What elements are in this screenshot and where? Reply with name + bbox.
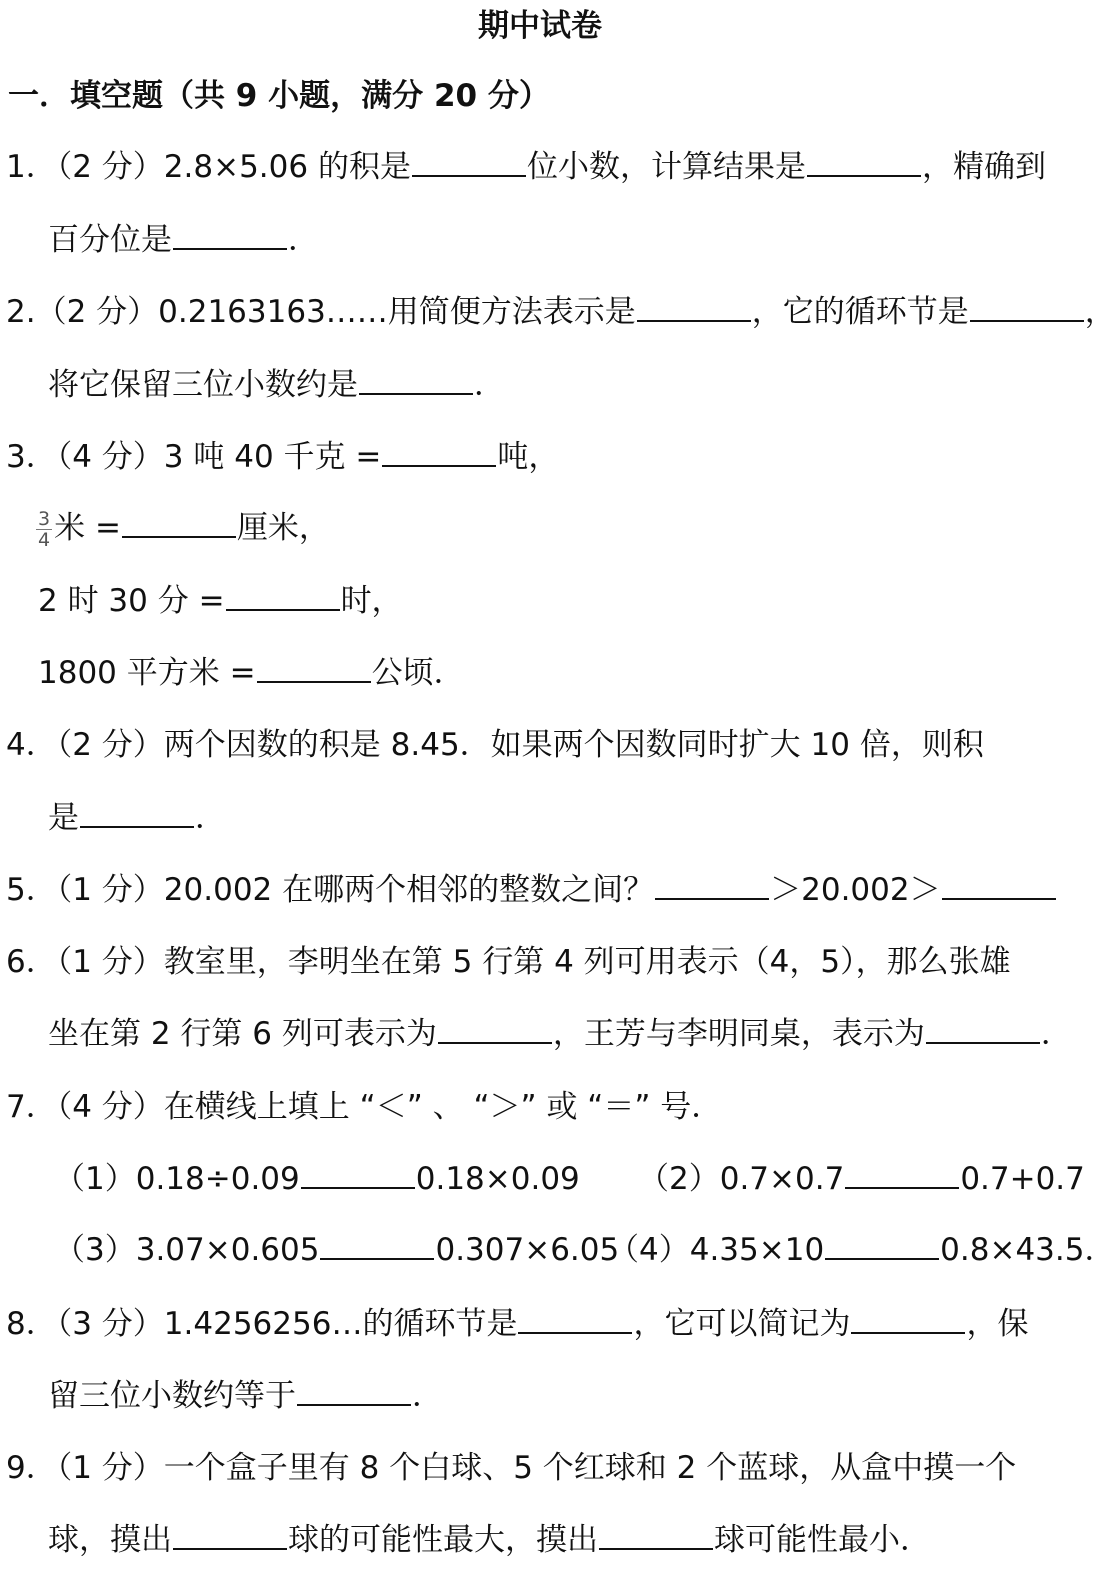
question-4-line-2 — [48, 798, 226, 838]
q4-text-c: ． — [195, 800, 226, 836]
q7-blank-3[interactable] — [320, 1232, 434, 1260]
question-3-line-2 — [36, 508, 330, 550]
q3-blank-4[interactable] — [257, 655, 371, 683]
q9-text-b: 球，摸出 — [48, 1522, 172, 1558]
q7-p2-left: （2）0.7×0.7 — [638, 1161, 845, 1197]
q8-text-a: 8．（3 分）1.4256256…的循环节是 — [6, 1306, 518, 1342]
q2-text-a: 2.（2 分）0.2163163……用简便方法表示是 — [6, 294, 636, 330]
q8-blank-2[interactable] — [851, 1306, 965, 1334]
q7-p3-left: （3）3.07×0.605 — [54, 1232, 320, 1268]
q7-p2-right: 0.7+0.7 — [960, 1161, 1085, 1197]
question-3-line-3 — [38, 581, 403, 621]
q1-blank-1[interactable] — [412, 149, 526, 177]
question-9-line-1 — [6, 1448, 1016, 1488]
q9-blank-2[interactable] — [599, 1522, 713, 1550]
q8-blank-1[interactable] — [518, 1306, 632, 1334]
q2-blank-3[interactable] — [359, 367, 473, 395]
q3-blank-2[interactable] — [122, 510, 236, 538]
section-heading: 一．填空题（共 9 小题，满分 20 分） — [8, 78, 550, 114]
q3-text-a: 3．（4 分）3 吨 40 千克 = — [6, 439, 382, 475]
q1-text-b: 位小数，计算结果是 — [526, 149, 806, 185]
q9-blank-1[interactable] — [173, 1522, 287, 1550]
q3-text-e: 2 时 30 分 = — [38, 583, 225, 619]
q4-text-b: 是 — [48, 800, 79, 836]
q2-blank-1[interactable] — [637, 294, 751, 322]
q9-text-c: 球的可能性最大，摸出 — [288, 1522, 598, 1558]
q3-text-c: 米 = — [54, 510, 121, 546]
q8-text-d: 留三位小数约等于 — [48, 1378, 296, 1414]
q7-p4-right: 0.8×43.5． — [940, 1232, 1116, 1268]
question-4-line-1 — [6, 725, 984, 765]
q1-text-d: 百分位是 — [48, 222, 172, 258]
question-7-line-1 — [6, 1087, 722, 1127]
q3-blank-1[interactable] — [382, 439, 496, 467]
q6-blank-2[interactable] — [926, 1016, 1040, 1044]
q3-text-d: 厘米， — [236, 510, 330, 546]
q5-text-b: ＞20.002＞ — [770, 872, 941, 908]
q3-blank-3[interactable] — [226, 583, 340, 611]
q3-text-g: 1800 平方米 = — [38, 655, 256, 691]
q6-text-b: 坐在第 2 行第 6 列可表示为 — [48, 1016, 437, 1052]
q6-text-c: ，王芳与李明同桌，表示为 — [552, 1016, 925, 1052]
question-7-part-2 — [638, 1159, 1085, 1199]
question-5-line-1 — [6, 870, 1057, 910]
question-7-part-4 — [608, 1230, 1115, 1270]
q7-p1-right: 0.18×0.09 — [415, 1161, 580, 1197]
q8-text-c: ，保 — [966, 1306, 1029, 1342]
q1-blank-3[interactable] — [173, 222, 287, 250]
q7-blank-1[interactable] — [301, 1161, 415, 1189]
q7-p1-left: （1）0.18÷0.09 — [54, 1161, 300, 1197]
q5-blank-1[interactable] — [655, 872, 769, 900]
question-9-line-2 — [48, 1520, 931, 1560]
q7-p3-right: 0.307×6.05 — [435, 1232, 620, 1268]
q2-text-c: ， — [1084, 294, 1116, 330]
q3-text-h: 公顷． — [371, 655, 465, 691]
q1-blank-2[interactable] — [807, 149, 921, 177]
q2-text-e: ． — [474, 367, 505, 403]
q7-p4-left: （4）4.35×10 — [608, 1232, 825, 1268]
q7-text-a: 7．（4 分）在横线上填上 “＜” 、 “＞” 或 “＝” 号． — [6, 1089, 723, 1125]
q9-text-d: 球可能性最小． — [714, 1522, 931, 1558]
q8-text-b: ，它可以简记为 — [633, 1306, 851, 1342]
q7-blank-4[interactable] — [825, 1232, 939, 1260]
question-1-line-1 — [6, 147, 1046, 187]
q1-text-a: 1．（2 分）2.8×5.06 的积是 — [6, 149, 411, 185]
fraction-denominator: 4 — [38, 529, 51, 551]
question-8-line-2 — [48, 1376, 443, 1416]
q5-text-a: 5．（1 分）20.002 在哪两个相邻的整数之间？ — [6, 872, 655, 908]
q1-text-e: ． — [288, 222, 319, 258]
question-7-part-3 — [54, 1230, 619, 1270]
question-6-line-1 — [6, 942, 1011, 982]
question-2-line-2 — [48, 365, 505, 405]
q5-blank-2[interactable] — [942, 872, 1056, 900]
page-title: 期中试卷 — [478, 8, 602, 44]
q3-text-f: 时， — [340, 583, 403, 619]
q1-text-c: ，精确到 — [921, 149, 1046, 185]
question-1-line-2 — [48, 220, 319, 260]
q6-text-d: ． — [1040, 1016, 1072, 1052]
q3-text-b: 吨， — [497, 439, 560, 475]
question-3-line-1 — [6, 437, 559, 477]
q6-text-a: 6．（1 分）教室里，李明坐在第 5 行第 4 列可用表示（4，5），那么张雄 — [6, 944, 1011, 980]
q2-text-d: 将它保留三位小数约是 — [48, 367, 358, 403]
fraction-three-quarters — [36, 509, 52, 550]
question-2-line-1 — [6, 292, 1116, 332]
q2-text-b: ，它的循环节是 — [751, 294, 969, 330]
q8-text-e: ． — [412, 1378, 443, 1414]
fraction-numerator: 3 — [38, 508, 51, 530]
q9-text-a: 9．（1 分）一个盒子里有 8 个白球、5 个红球和 2 个蓝球，从盒中摸一个 — [6, 1450, 1017, 1486]
q7-blank-2[interactable] — [845, 1161, 959, 1189]
question-7-part-1 — [54, 1159, 580, 1199]
q4-text-a: 4．（2 分）两个因数的积是 8.45．如果两个因数同时扩大 10 倍，则积 — [6, 727, 984, 763]
question-8-line-1 — [6, 1304, 1028, 1344]
q6-blank-1[interactable] — [438, 1016, 552, 1044]
q4-blank-1[interactable] — [80, 800, 194, 828]
question-3-line-4 — [38, 653, 465, 693]
q8-blank-3[interactable] — [297, 1378, 411, 1406]
q2-blank-2[interactable] — [970, 294, 1084, 322]
question-6-line-2 — [48, 1014, 1072, 1054]
